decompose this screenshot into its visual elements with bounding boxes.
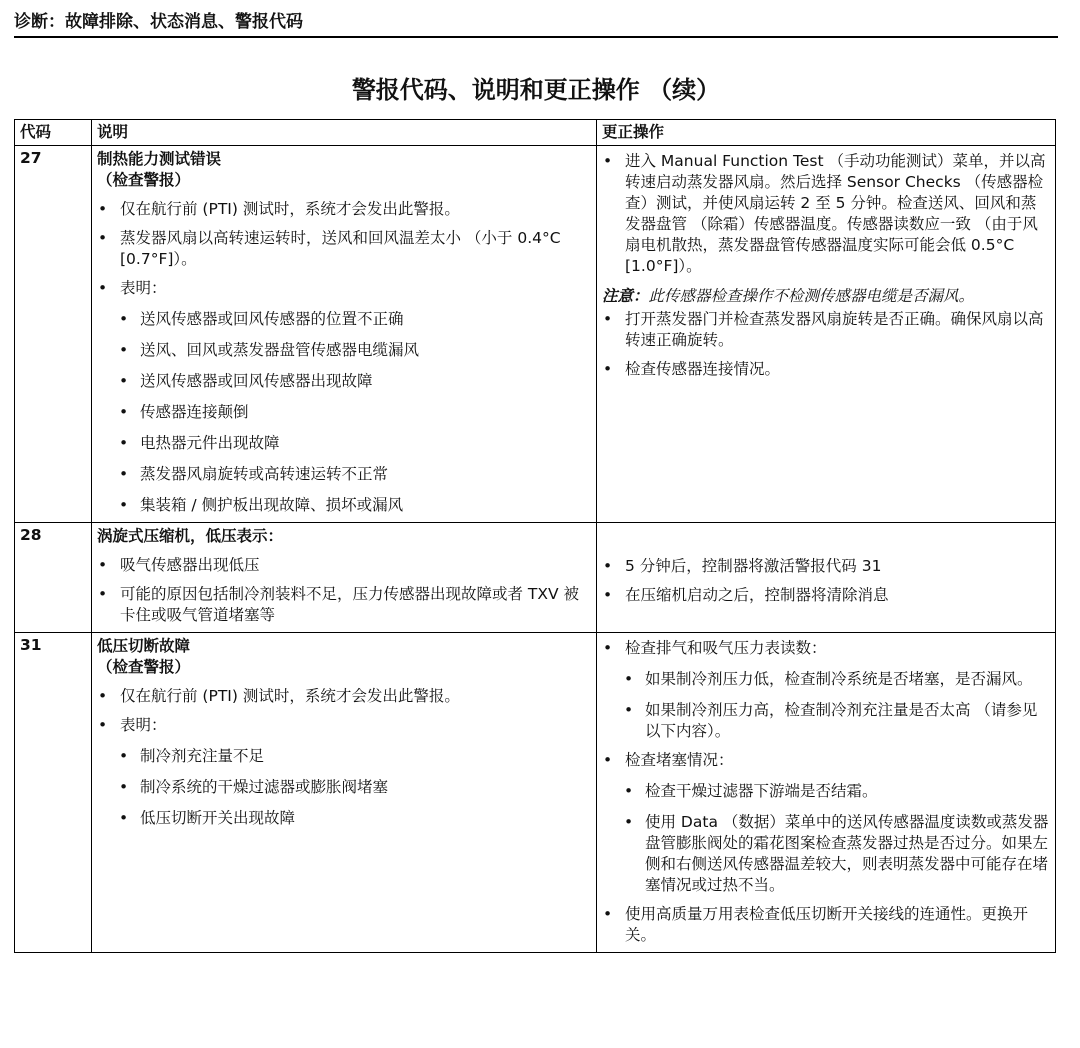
list-item: • 在压缩机启动之后，控制器将清除消息 (602, 585, 1049, 606)
sub-list-item: • 送风传感器或回风传感器出现故障 (97, 371, 590, 392)
list-item: • 蒸发器风扇以高转速运转时，送风和回风温差太小 （小于 0.4°C [0.7°F]）。 (97, 228, 590, 270)
page-title: 警报代码、说明和更正操作 （续） (351, 76, 721, 104)
sub-list-item: • 集装箱 / 侧护板出现故障、损坏或漏风 (97, 495, 590, 516)
list-item: • 打开蒸发器门并检查蒸发器风扇旋转是否正确。确保风扇以高转速正确旋转。 (602, 309, 1049, 351)
sub-list-item: • 蒸发器风扇旋转或高转速运转不正常 (97, 464, 590, 485)
alarm-title: 制热能力测试错误 (97, 150, 222, 168)
description-cell (92, 633, 597, 953)
alarm-code-27: 27 (15, 146, 92, 523)
header-rule (14, 36, 1058, 38)
sub-list-item: • 送风传感器或回风传感器的位置不正确 (97, 309, 590, 330)
alarm-title: 低压切断故障 (97, 637, 191, 655)
note-text: 此传感器检查操作不检测传感器电缆是否漏风。 (648, 287, 975, 305)
header-description: 说明 (92, 120, 597, 146)
list-item: • 检查传感器连接情况。 (602, 359, 1049, 380)
sub-list-item: • 低压切断开关出现故障 (97, 808, 590, 829)
description-cell (92, 146, 597, 523)
table-header-row (15, 120, 1056, 146)
list-item: • 表明： (97, 278, 590, 299)
sub-list-item: • 如果制冷剂压力高，检查制冷剂充注量是否太高 （请参见以下内容）。 (602, 700, 1049, 742)
sub-list-item: • 传感器连接颠倒 (97, 402, 590, 423)
header-code: 代码 (15, 120, 92, 146)
sub-list-item: • 送风、回风或蒸发器盘管传感器电缆漏风 (97, 340, 590, 361)
list-item: • 检查堵塞情况： (602, 750, 1049, 771)
table-row (15, 523, 1056, 633)
list-item: • 仅在航行前 (PTI) 测试时，系统才会发出此警报。 (97, 686, 590, 707)
list-item: • 5 分钟后，控制器将激活警报代码 31 (602, 556, 1049, 577)
list-item: • 可能的原因包括制冷剂装料不足，压力传感器出现故障或者 TXV 被卡住或吸气管道堵塞等 (97, 584, 590, 626)
note-label: 注意： (602, 287, 649, 305)
alarm-code-table (14, 119, 1056, 953)
action-cell (597, 523, 1056, 633)
alarm-subtitle: （检查警报） (97, 658, 191, 676)
alarm-subtitle: （检查警报） (97, 171, 191, 189)
list-item: • 进入 Manual Function Test （手动功能测试）菜单，并以高转速启动蒸发器风扇。然后选择 Sensor Checks （传感器检查）测试，并使风扇运转 2 至 5 分钟。检查送风、回风和蒸发器盘管 （除霜）传感器温度。传感器读数应一致 （由于风扇电机散热，蒸发器盘管传感器温度实际可能会低 0.5°C [1.0°F]）。 (602, 151, 1049, 277)
list-item: • 仅在航行前 (PTI) 测试时，系统才会发出此警报。 (97, 199, 590, 220)
sub-list-item: • 如果制冷剂压力低，检查制冷系统是否堵塞，是否漏风。 (602, 669, 1049, 690)
description-cell (92, 523, 597, 633)
sub-list-item: • 制冷剂充注量不足 (97, 746, 590, 767)
action-cell (597, 146, 1056, 523)
list-item: • 吸气传感器出现低压 (97, 555, 590, 576)
table-row (15, 633, 1056, 953)
sub-list-item: • 制冷系统的干燥过滤器或膨胀阀堵塞 (97, 777, 590, 798)
sub-list-item: • 使用 Data （数据）菜单中的送风传感器温度读数或蒸发器盘管膨胀阀处的霜花图案检查蒸发器过热是否过分。如果左侧和右侧送风传感器温差较大，则表明蒸发器中可能存在堵塞情况或过热不当。 (602, 812, 1049, 896)
sub-list-item: • 电热器元件出现故障 (97, 433, 590, 454)
table-row (15, 146, 1056, 523)
section-header: 诊断：故障排除、状态消息、警报代码 (14, 12, 303, 32)
action-cell (597, 633, 1056, 953)
list-item: • 检查排气和吸气压力表读数： (602, 638, 1049, 659)
sub-list-item: • 检查干燥过滤器下游端是否结霜。 (602, 781, 1049, 802)
header-action: 更正操作 (597, 120, 1056, 146)
alarm-code-28: 28 (15, 523, 92, 633)
alarm-title: 涡旋式压缩机，低压表示： (97, 527, 284, 545)
alarm-code-31: 31 (15, 633, 92, 953)
note (602, 286, 1049, 307)
list-item: • 使用高质量万用表检查低压切断开关接线的连通性。更换开关。 (602, 904, 1049, 946)
list-item: • 表明： (97, 715, 590, 736)
